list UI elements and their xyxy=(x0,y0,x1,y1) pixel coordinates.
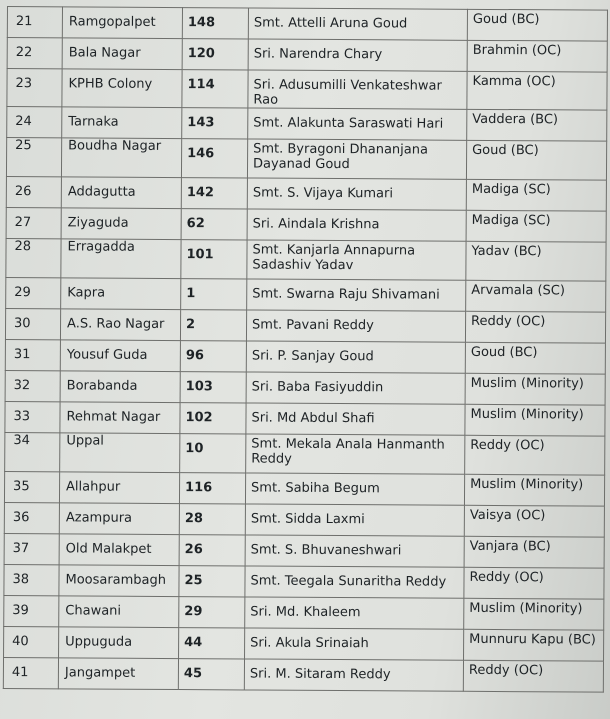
table-row xyxy=(5,370,605,405)
caste-category: Goud (BC) xyxy=(466,140,606,180)
row-number: 40 xyxy=(4,626,59,657)
row-number: 26 xyxy=(6,176,61,207)
ward-name: Bala Nagar xyxy=(62,38,182,70)
caste-category: Reddy (OC) xyxy=(465,311,605,343)
row-number: 27 xyxy=(6,207,61,238)
ward-code: 103 xyxy=(180,372,246,403)
ward-name: Jangampet xyxy=(58,658,178,690)
ward-name: Old Malakpet xyxy=(59,534,179,566)
table-row xyxy=(4,626,604,661)
ward-name: Rehmat Nagar xyxy=(60,402,180,434)
ward-code: 143 xyxy=(182,108,248,139)
caste-category: Madiga (SC) xyxy=(466,179,606,211)
candidate-name: Smt. Alakunta Saraswati Hari xyxy=(248,108,467,140)
table-row xyxy=(5,401,605,436)
table-row xyxy=(7,38,607,73)
ward-name: Ziyaguda xyxy=(61,208,181,240)
table-row xyxy=(4,533,604,568)
table-body xyxy=(3,7,607,693)
ward-name: Allahpur xyxy=(59,472,179,504)
ward-name: Yousuf Guda xyxy=(60,340,180,372)
row-number: 23 xyxy=(7,69,62,107)
row-number: 21 xyxy=(7,7,62,38)
table-row xyxy=(6,138,606,181)
table-row xyxy=(3,657,603,692)
row-number: 24 xyxy=(7,107,62,138)
row-number: 30 xyxy=(5,308,60,339)
ward-code: 2 xyxy=(180,310,246,341)
table-row xyxy=(4,595,604,630)
ward-code: 114 xyxy=(182,70,248,108)
caste-category: Muslim (Minority) xyxy=(464,474,604,506)
caste-category: Yadav (BC) xyxy=(466,241,606,281)
table-row xyxy=(6,176,606,211)
ward-code: 116 xyxy=(179,473,245,504)
candidate-name: Smt. Attelli Aruna Goud xyxy=(248,8,467,40)
table-row xyxy=(6,277,606,312)
caste-category: Vanjara (BC) xyxy=(464,536,604,568)
row-number: 41 xyxy=(3,657,58,688)
candidate-name: Sri. Md. Khaleem xyxy=(245,597,464,629)
table-row xyxy=(5,339,605,374)
caste-category: Vaddera (BC) xyxy=(467,109,607,141)
row-number: 32 xyxy=(5,370,60,401)
candidate-name: Sri. Adusumilli Venkateshwar Rao xyxy=(248,70,467,109)
row-number: 22 xyxy=(7,38,62,69)
ward-name: Tarnaka xyxy=(62,107,182,139)
candidate-name: Smt. Byragoni Dhananjana Dayanad Goud xyxy=(247,139,466,179)
ward-code: 10 xyxy=(180,434,246,473)
row-number: 29 xyxy=(6,277,61,308)
candidate-name: Sri. Akula Srinaiah xyxy=(245,628,464,660)
candidate-name: Sri. Narendra Chary xyxy=(248,39,467,71)
table-row xyxy=(7,107,607,142)
candidate-name: Smt. Teegala Sunaritha Reddy xyxy=(245,566,464,598)
caste-category: Goud (BC) xyxy=(465,342,605,374)
ward-name: Uppuguda xyxy=(59,627,179,659)
candidate-name: Smt. Mekala Anala Hanmanth Reddy xyxy=(246,434,465,474)
ward-name: Azampura xyxy=(59,503,179,535)
candidate-name: Smt. S. Bhuvaneshwari xyxy=(245,535,464,567)
ward-code: 25 xyxy=(179,566,245,597)
row-number: 36 xyxy=(4,502,59,533)
ward-code: 29 xyxy=(179,597,245,628)
ward-name: Erragadda xyxy=(61,239,181,279)
table-row xyxy=(4,502,604,537)
row-number: 34 xyxy=(5,432,60,471)
ward-code: 142 xyxy=(181,178,247,209)
ward-name: Chawani xyxy=(59,596,179,628)
ward-code: 101 xyxy=(181,240,247,279)
table-row xyxy=(7,7,607,42)
table-row xyxy=(7,69,607,111)
caste-category: Reddy (OC) xyxy=(463,660,603,692)
row-number: 25 xyxy=(6,138,61,177)
candidate-name: Sri. P. Sanjay Goud xyxy=(246,341,465,373)
row-number: 39 xyxy=(4,595,59,626)
candidate-name: Smt. S. Vijaya Kumari xyxy=(247,178,466,210)
ward-code: 148 xyxy=(182,8,248,39)
ward-code: 62 xyxy=(181,209,247,240)
candidate-name: Sri. Md Abdul Shafi xyxy=(246,403,465,435)
candidate-name: Smt. Sidda Laxmi xyxy=(245,504,464,536)
ward-name: Kapra xyxy=(61,278,181,310)
ward-code: 44 xyxy=(179,628,245,659)
ward-code: 28 xyxy=(179,504,245,535)
row-number: 28 xyxy=(6,238,61,277)
caste-category: Muslim (Minority) xyxy=(464,598,604,630)
row-number: 31 xyxy=(5,339,60,370)
caste-category: Muslim (Minority) xyxy=(465,404,605,436)
ward-name: Addagutta xyxy=(61,177,181,209)
table-row xyxy=(4,564,604,599)
caste-category: Reddy (OC) xyxy=(465,435,605,475)
ward-name: Ramgopalpet xyxy=(62,7,182,39)
ward-name: KPHB Colony xyxy=(62,69,182,108)
ward-code: 45 xyxy=(178,659,244,690)
ward-name: Borabanda xyxy=(60,371,180,403)
table-row xyxy=(4,471,604,506)
caste-category: Muslim (Minority) xyxy=(465,373,605,405)
candidate-name: Sri. Aindala Krishna xyxy=(247,209,466,241)
ward-name: Moosarambagh xyxy=(59,565,179,597)
caste-category: Goud (BC) xyxy=(467,9,607,41)
candidate-name: Sri. M. Sitaram Reddy xyxy=(244,659,463,691)
candidate-name: Smt. Swarna Raju Shivamani xyxy=(247,279,466,311)
table-row xyxy=(6,207,606,242)
caste-category: Madiga (SC) xyxy=(466,210,606,242)
ward-name: Boudha Nagar xyxy=(61,138,181,178)
table-row xyxy=(5,432,605,475)
caste-category: Munnuru Kapu (BC) xyxy=(464,629,604,661)
candidate-name: Sri. Baba Fasiyuddin xyxy=(246,372,465,404)
ward-code: 146 xyxy=(181,139,247,178)
caste-category: Kamma (OC) xyxy=(467,71,607,110)
candidate-name: Smt. Pavani Reddy xyxy=(246,310,465,342)
ward-code: 102 xyxy=(180,403,246,434)
caste-category: Vaisya (OC) xyxy=(464,505,604,537)
ward-code: 26 xyxy=(179,535,245,566)
row-number: 33 xyxy=(5,401,60,432)
ward-name: A.S. Rao Nagar xyxy=(60,309,180,341)
caste-category: Brahmin (OC) xyxy=(467,40,607,72)
ward-code: 96 xyxy=(180,341,246,372)
ward-name: Uppal xyxy=(60,433,180,473)
candidate-table xyxy=(3,6,608,693)
candidate-name: Smt. Kanjarla Annapurna Sadashiv Yadav xyxy=(247,240,466,280)
candidate-name: Smt. Sabiha Begum xyxy=(245,473,464,505)
caste-category: Arvamala (SC) xyxy=(466,280,606,312)
table-row xyxy=(6,238,606,281)
table-row xyxy=(5,308,605,343)
ward-code: 1 xyxy=(181,279,247,310)
row-number: 38 xyxy=(4,564,59,595)
ward-code: 120 xyxy=(182,39,248,70)
caste-category: Reddy (OC) xyxy=(464,567,604,599)
row-number: 35 xyxy=(4,471,59,502)
row-number: 37 xyxy=(4,533,59,564)
